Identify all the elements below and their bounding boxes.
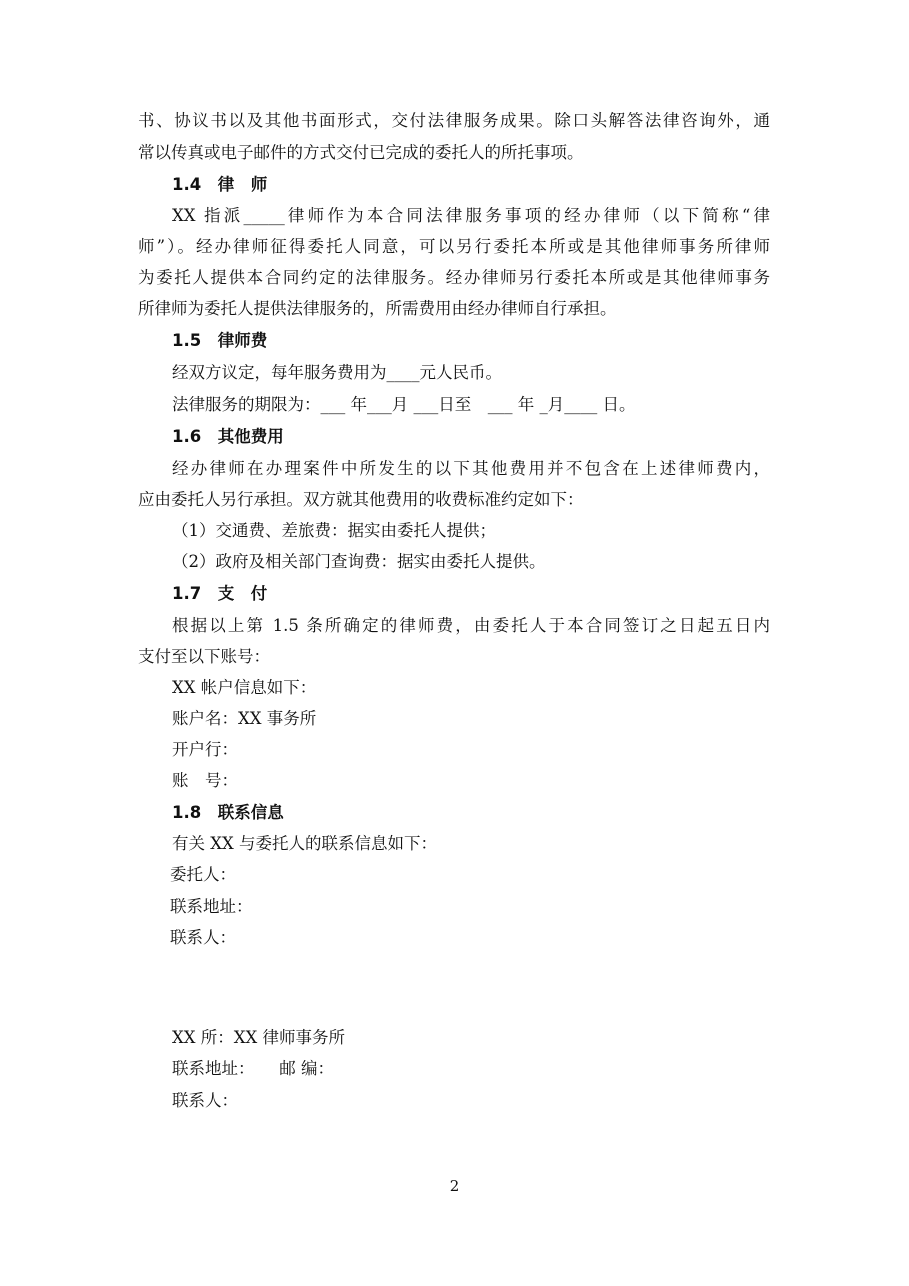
body-text-line: 有关 XX 与委托人的联系信息如下： — [172, 834, 437, 853]
body-text-line: 所律师为委托人提供法律服务的，所需费用由经办律师自行承担。 — [138, 299, 617, 318]
firm-address-postcode-field: 联系地址： 邮 编： — [172, 1059, 334, 1078]
section-heading-1-5: 1.5 律师费 — [172, 331, 268, 350]
page-number: 2 — [449, 1177, 460, 1195]
firm-contact-field: 联系人： — [172, 1091, 238, 1110]
client-contact-field: 联系人： — [170, 928, 236, 947]
body-text-line: 常以传真或电子邮件的方式交付已完成的委托人的所托事项。 — [138, 143, 584, 162]
body-text-line: XX 指派_____律师作为本合同法律服务事项的经办律师（以下简称“律 — [172, 206, 770, 225]
section-heading-1-7: 1.7 支 付 — [172, 584, 268, 603]
account-name-field: 账户名：XX 事务所 — [172, 709, 317, 728]
section-heading-1-4: 1.4 律 师 — [172, 175, 268, 194]
body-text-line: 经双方议定，每年服务费用为____元人民币。 — [172, 363, 502, 382]
client-address-field: 联系地址： — [170, 897, 253, 916]
body-text-line: 师”）。经办律师征得委托人同意，可以另行委托本所或是其他律师事务所律师 — [138, 237, 770, 256]
client-field: 委托人： — [170, 865, 236, 884]
body-text-line: 根据以上第 1.5 条所确定的律师费，由委托人于本合同签订之日起五日内 — [172, 616, 770, 635]
account-info-title: XX 帐户信息如下： — [172, 678, 317, 697]
body-text-line: 经办律师在办理案件中所发生的以下其他费用并不包含在上述律师费内， — [172, 459, 770, 478]
section-heading-1-6: 1.6 其他费用 — [172, 427, 284, 446]
list-item: （2）政府及相关部门查询费：据实由委托人提供。 — [172, 552, 546, 571]
body-text-line: 书、协议书以及其他书面形式，交付法律服务成果。除口头解答法律咨询外，通 — [138, 111, 770, 130]
body-text-line: 为委托人提供本合同约定的法律服务。经办律师另行委托本所或是其他律师事务 — [138, 268, 770, 287]
body-text-line: 支付至以下账号： — [138, 647, 270, 666]
body-text-line: 应由委托人另行承担。双方就其他费用的收费标准约定如下： — [138, 490, 584, 509]
account-number-field: 账 号： — [172, 771, 238, 790]
list-item: （1）交通费、差旅费：据实由委托人提供； — [172, 521, 496, 540]
service-period-line: 法律服务的期限为：___ 年___月 ___日至 ___ 年 _月____ 日。 — [172, 395, 636, 414]
section-heading-1-8: 1.8 联系信息 — [172, 803, 284, 822]
bank-field: 开户行： — [172, 740, 238, 759]
firm-field: XX 所：XX 律师事务所 — [172, 1028, 345, 1047]
